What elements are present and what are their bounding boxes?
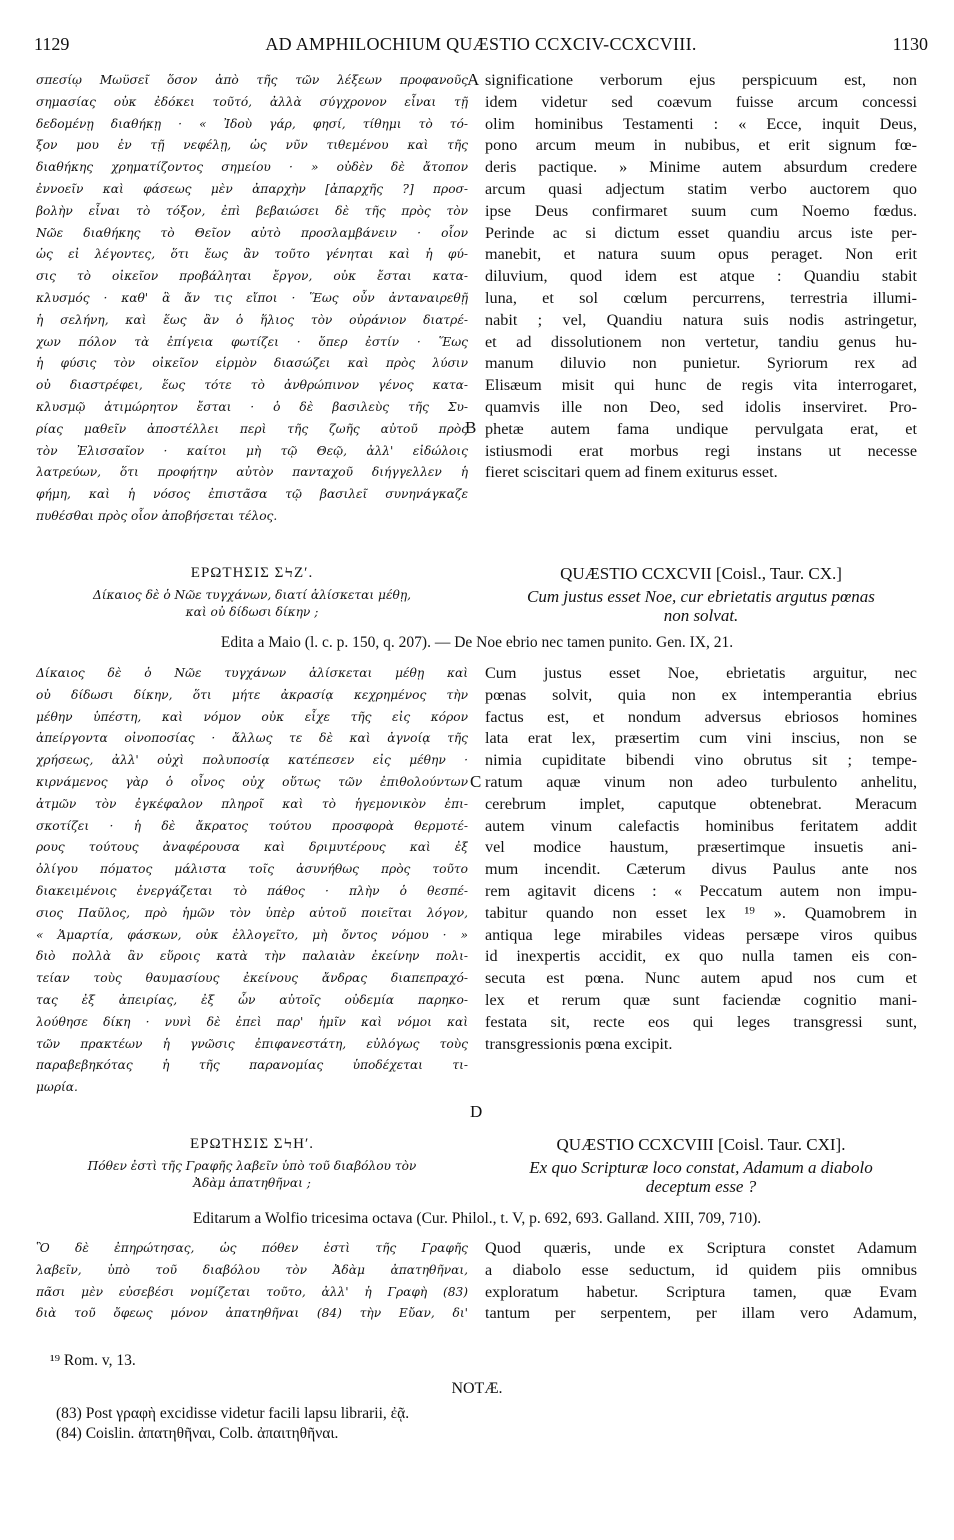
latin-line: Quod quæris, unde ex Scriptura constet Adamum bbox=[485, 1239, 917, 1257]
margin-letter-a: A bbox=[467, 70, 480, 89]
note-line: (84) Coislin. ἀπατηθῆναι, Colb. ἀπαιτηθῆναι. bbox=[56, 1425, 339, 1442]
latin-line: arcum quasi adjectum statim verbo auctorem quo bbox=[485, 179, 917, 198]
latin-line: lex et rerum quæ sunt faciendæ cognitio mani- bbox=[485, 990, 917, 1009]
latin-line: mum incendit. Cæterum divus Paulus ante nos bbox=[485, 860, 917, 879]
greek-line: πυθέσθαι πρὸς οἷον ἀποβήσεται τέλος. bbox=[36, 508, 278, 523]
greek-line: χων πόλον τὰ ἐπίγεια φωτίζει · ὅπερ ἐστίν · Ἕως bbox=[36, 334, 468, 349]
latin-heading-sec2: QUÆSTIO CCXCVII [Coisl., Taur. CX.] bbox=[560, 564, 842, 583]
greek-line: οὐ διαστρέφει, ἕως τότε τὸ ἀνθρώπινον γένος κατα- bbox=[36, 378, 468, 393]
greek-line: χρήσεως, ἀλλ' οὐχὶ πολυποσίᾳ κατέπεσεν εἰς μέθην · bbox=[36, 753, 468, 768]
latin-line: et ad dissolutionem non vertetur, tandiu genus hu- bbox=[485, 332, 917, 351]
greek-line: ξον μου ἐν τῇ νεφέλῃ, ὡς νῦν τιθεμένου καὶ τῆς bbox=[36, 138, 468, 153]
latin-line: autem vinum calefactis hominibus feritatem addit bbox=[485, 816, 917, 835]
latin-line: antiqua lege mirabiles videas persæpe viros quibus bbox=[485, 925, 917, 944]
latin-line: rem agitavit dicens : « Peccatum autem non impu- bbox=[485, 881, 917, 900]
latin-line: phetæ autem fama undique pervulgata erat, et bbox=[485, 419, 917, 438]
greek-column-sec1 bbox=[36, 70, 468, 528]
greek-line: τας ἐξ ἀπειρίας, ἐξ ὧν αὐτοῖς οὐδεμία παρηκο- bbox=[36, 992, 468, 1007]
latin-line: Perinde ac si dictum esset quandiu arcus iste per- bbox=[485, 223, 917, 242]
edition-note-sec2: Edita a Maio (l. c. p. 150, q. 207). — De Noe ebrio nec tamen punito. Gen. IX, 21. bbox=[220, 634, 734, 651]
left-page-number: 1129 bbox=[34, 34, 70, 54]
latin-line: tabitur quando non esset lex ¹⁹ ». Quamobrem in bbox=[485, 903, 917, 922]
greek-line: σημασίας οὐκ ἐδόκει τοῦτό, ἀλλὰ σύγχρονον εἶναι τῇ bbox=[36, 94, 468, 109]
greek-line: ρους τούτους ἀναφέρουσα καὶ δριμυτέρους καὶ ἐξ bbox=[36, 840, 468, 855]
latin-line: festata sit, recte eos qui leges transgressi sunt, bbox=[485, 1012, 917, 1031]
latin-line: manum diluvio non punietur. Syriorum rex ad bbox=[485, 354, 917, 373]
greek-line: διαθήκης χρηματίζοντος σημείου · » οὐδὲν δὲ ἄτοπον bbox=[36, 160, 468, 175]
greek-line: μωρία. bbox=[36, 1080, 78, 1095]
latin-line: pœnas solvit, quia non ex intemperantia ebrius bbox=[485, 685, 917, 704]
greek-question-line: Ἀδὰμ ἀπατηθῆναι ; bbox=[193, 1176, 311, 1190]
latin-line: deris pactique. » Minime autem absurdum credere bbox=[485, 158, 917, 177]
greek-line: ὀλίγου πόματος μάλιστα τοῖς ἀσυνήθως πρὸς τοῦτο bbox=[36, 862, 468, 877]
latin-question-sec3 bbox=[485, 1158, 917, 1196]
latin-line: a diabolo esse seductum, id quidem piis omnibus bbox=[485, 1260, 917, 1279]
latin-line: Elisæum misit qui hunc de regis vita interrogaret, bbox=[485, 376, 917, 395]
latin-line: olim hominibus Testamenti : « Ecce, inquit Deus, bbox=[485, 114, 917, 133]
latin-line: cerebrum implet, caputque obtenebrat. Meracum bbox=[485, 794, 917, 813]
greek-line: ἡ σελήνη, καὶ ἕως ἂν ὁ ἥλιος τὸν οὐράνιον διατρέ- bbox=[36, 312, 468, 327]
greek-line: παραβεβηκότας ἡ τῆς παρανομίας ὑποδέχεται τι- bbox=[36, 1058, 468, 1073]
latin-line: manebit, et natura suum opus peraget. Non erit bbox=[485, 245, 917, 264]
latin-question-line: non solvat. bbox=[663, 606, 739, 625]
greek-column-sec3 bbox=[36, 1238, 468, 1325]
greek-line: κλυσμῷ ἀτιμώρητον ἔσται · ὁ δὲ βασιλεὺς τῆς Συ- bbox=[36, 399, 468, 414]
latin-question-sec2 bbox=[485, 587, 917, 625]
margin-letter-b: B bbox=[465, 418, 477, 437]
latin-line: fieret sciscitari quem ad finem exiturus esset. bbox=[485, 463, 778, 482]
greek-heading-sec2: ΕΡΩΤΗΣΙΣ ΣϞΖʹ. bbox=[190, 565, 314, 581]
latin-line: quamvis ille non Deo, sed idolis inserviret. Pro- bbox=[485, 397, 917, 416]
latin-line: lata erat lex, præsertim cum vini inscius, non se bbox=[485, 729, 917, 748]
latin-line: secuta est pœna. Nunc autem apud nos cum et bbox=[485, 969, 917, 988]
greek-line: ἡ φύσις τὸν οἰκεῖον εἱρμὸν διασώζει καὶ πρὸς λύσιν bbox=[36, 356, 468, 371]
greek-line: τὸν Ἐλισσαῖον · καίτοι μὴ τῷ Θεῷ, ἀλλ' εἰδώλοις bbox=[36, 443, 468, 458]
greek-heading-sec3: ΕΡΩΤΗΣΙΣ ΣϞΗʹ. bbox=[189, 1136, 315, 1152]
notes-heading: NOTÆ. bbox=[451, 1380, 503, 1397]
latin-line: ratum aquæ vinum non adeo turbulento anhelitu, bbox=[485, 772, 917, 791]
greek-line: « Ἁμαρτία, φάσκων, οὐκ ἐλλογεῖτο, μὴ ὄντος νόμου · » bbox=[36, 927, 468, 942]
greek-line: διακειμένοις ἐνεργάζεται τὸ πάθος · πλὴν ὁ θεσπέ- bbox=[36, 883, 468, 898]
edition-note-sec3: Editarum a Wolfio tricesima octava (Cur. Philol., t. V, p. 692, 693. Galland. XIII, 709, 710). bbox=[192, 1210, 762, 1227]
margin-letter-c: C bbox=[470, 772, 482, 791]
latin-line: factus est, et nondum adversus ebriosos homines bbox=[485, 707, 917, 726]
latin-line: idem videtur sed coævum fuisse arcum concessi bbox=[485, 92, 917, 111]
latin-line: istiusmodi erat morbus regi instans ut necesse bbox=[485, 441, 917, 460]
latin-line: id inexpertis accidit, ex quo nulla tamen eis con- bbox=[485, 947, 917, 966]
greek-line: Νῶε διαθήκης τὸ Θεῖον αὐτὸ προσλαμβάνειν · οἷον bbox=[36, 225, 468, 240]
note-line: (83) Post γραφὴ excidisse videtur facili lapsu librarii, ἐᾷ. bbox=[56, 1405, 410, 1422]
greek-line: διὰ τοῦ ὄφεως μόνον ἀπατηθῆναι (84) τὴν Εὔαν, δι' bbox=[36, 1306, 468, 1321]
latin-column-sec3 bbox=[485, 1238, 917, 1325]
greek-line: ὡς εἰ λέγοντες, ὅτι ἕως ἂν τοῦτο γένηται καὶ ἡ φύ- bbox=[36, 247, 468, 262]
greek-line: δεδομένῃ διαθήκῃ · « Ἰδοὺ γάρ, φησί, τίθημι τὸ τό- bbox=[36, 116, 468, 131]
greek-line: ἐννοεῖν καὶ φάσεως μὲν ἀπαρχὴν [ἀπαρχῆς ?] προσ- bbox=[36, 181, 468, 196]
latin-line: significatione verborum ejus perspicuum est, non bbox=[485, 71, 917, 89]
greek-line: σκοτίζει · ἡ δὲ ἄκρατος τούτου προσφορὰ θερμοτέ- bbox=[36, 818, 468, 833]
greek-line: ρίας μαθεῖν ἀποστέλλει περὶ τῆς ζωῆς αὐτοῦ πρὸς bbox=[36, 421, 468, 436]
greek-line: Δίκαιος δὲ ὁ Νῶε τυγχάνων ἁλίσκεται μέθῃ καὶ bbox=[36, 666, 468, 680]
greek-line: σιος Παῦλος, πρὸ ἡμῶν τὸν ὑπὲρ αὐτοῦ ποιεῖται λόγον, bbox=[36, 905, 468, 920]
latin-line: exploratum habetur. Scriptura tamen, quæ Evam bbox=[485, 1282, 917, 1301]
latin-line: transgressionis pœna excipit. bbox=[485, 1034, 673, 1053]
greek-line: λατρεύων, ὅτι προφήτην αὐτὸν πανταχοῦ διήγγελλεν ἡ bbox=[36, 465, 468, 480]
greek-question-sec3 bbox=[36, 1158, 468, 1192]
greek-line: σπεσίῳ Μωϋσεῖ ὅσον ἀπὸ τῆς τῶν λέξεων προφανοῦς bbox=[36, 73, 468, 87]
greek-line: πᾶσι μὲν εὐσεβέσι νομίζεται τοῦτο, ἀλλ' ἡ Γραφὴ (83) bbox=[36, 1284, 468, 1299]
greek-line: κιρνάμενος γὰρ ὁ οἶνος οὐχ οὕτως τῶν ἐπιθολούντων bbox=[36, 774, 468, 789]
greek-line: βολὴν εἶναι τὸ τόξον, ἐπὶ βεβαιώσει δὲ τῆς πρὸς τὸν bbox=[36, 203, 468, 218]
latin-heading-sec3: QUÆSTIO CCXCVIII [Coisl. Taur. CXI]. bbox=[556, 1135, 846, 1154]
greek-line: λαβεῖν, ὑπὸ τοῦ διαβόλου τὸν Ἀδὰμ ἀπατηθῆναι, bbox=[36, 1262, 468, 1277]
margin-letter-d: D bbox=[470, 1102, 483, 1121]
greek-line: ἀτμῶν τὸν ἐγκέφαλον πληροῖ καὶ τὸ ἡγεμονικὸν ἐπι- bbox=[36, 796, 468, 811]
greek-line: διὸ πολλὰ ἂν εὕροις κατὰ τὴν παλαιὰν ἐκείνην πολι- bbox=[36, 949, 468, 964]
greek-line: οὐ δίδωσι δίκην, ὅτι μήτε ἀκρασίᾳ κεχρημένος τὴν bbox=[36, 687, 468, 702]
latin-line: Cum justus esset Noe, ebrietatis arguitur, nec bbox=[485, 664, 917, 682]
greek-question-line: Δίκαιος δὲ ὁ Νῶε τυγχάνων, διατί ἁλίσκεται μέθῃ, bbox=[92, 588, 412, 602]
greek-line: φήμη, καὶ ἡ νόσος ἐπιστᾶσα τῷ βασιλεῖ συνηνάγκαζε bbox=[36, 487, 468, 502]
latin-line: tantum per serpentem, per illam vero Adamum, bbox=[485, 1304, 917, 1323]
latin-line: pono arcum meum in nubibus, et erit signum fœ- bbox=[485, 136, 917, 155]
greek-column-sec2 bbox=[36, 663, 468, 1099]
footnote: ¹⁹ Rom. v, 13. bbox=[50, 1352, 136, 1369]
latin-line: diluvium, quod idem est atque : Quandiu stabit bbox=[485, 267, 917, 286]
latin-line: nabit ; vel, Quandiu natura suis nodis astringetur, bbox=[485, 310, 917, 329]
latin-line: luna, et sol cœlum percurrens, terrestria illumi- bbox=[485, 288, 917, 307]
running-title: AD AMPHILOCHIUM QUÆSTIO CCXCIV-CCXCVIII. bbox=[265, 34, 697, 54]
greek-line: μέθην ὑπέστη, καὶ νόμον οὐκ εἶχε τῆς εἰς κόρον bbox=[36, 709, 468, 724]
greek-question-sec2 bbox=[36, 587, 468, 621]
latin-line: nimia cupiditate bibendi vino obrutus sit ; tempe- bbox=[485, 751, 917, 770]
greek-line: κλυσμός · καθ' ἃ ἄν τις εἴποι · Ἕως οὖν ἀνταναιρεθῇ bbox=[36, 290, 468, 305]
greek-line: Ὃ δὲ ἐπηρώτησας, ὡς πόθεν ἐστὶ τῆς Γραφῆς bbox=[36, 1241, 468, 1255]
latin-line: ipse Deus confirmaret suum cum Noemo fœdus. bbox=[485, 201, 917, 220]
latin-question-line: Ex quo Scripturæ loco constat, Adamum a diabolo bbox=[529, 1158, 873, 1177]
greek-question-line: Πόθεν ἐστὶ τῆς Γραφῆς λαβεῖν ὑπὸ τοῦ διαβόλου τὸν bbox=[87, 1159, 417, 1173]
greek-line: λούθησε δίκη · νυνὶ δὲ ἐπεὶ παρ' ἡμῖν καὶ νόμοι καὶ bbox=[36, 1014, 468, 1029]
latin-column-sec2 bbox=[485, 663, 917, 1055]
greek-line: τῶν πρακτέων ἡ γνῶσις ἐπιφανεστάτη, εὐλόγως τοὺς bbox=[36, 1036, 468, 1051]
running-header bbox=[34, 34, 928, 58]
latin-question-line: deceptum esse ? bbox=[645, 1177, 757, 1196]
greek-question-line: καὶ οὐ δίδωσι δίκην ; bbox=[185, 605, 319, 619]
greek-line: ἀπείργοντα οἰνοποσίας · ἄλλως τε δὲ καὶ ἀγνοίᾳ τῆς bbox=[36, 731, 468, 746]
latin-column-sec1 bbox=[485, 70, 917, 484]
notes-list bbox=[56, 1404, 409, 1444]
right-page-number: 1130 bbox=[892, 34, 928, 54]
latin-line: vel modice haustum, præsertimque insuetis ani- bbox=[485, 838, 917, 857]
greek-line: σις τὸ οἰκεῖον προβάληται ἔργον, οὐκ ἔσται κατα- bbox=[36, 269, 468, 284]
latin-question-line: Cum justus esset Noe, cur ebrietatis argutus pœnas bbox=[527, 587, 875, 606]
greek-line: τείαν τοὺς θαυμασίους ἐκείνους ἄνδρας διαπεπραχό- bbox=[36, 971, 468, 986]
